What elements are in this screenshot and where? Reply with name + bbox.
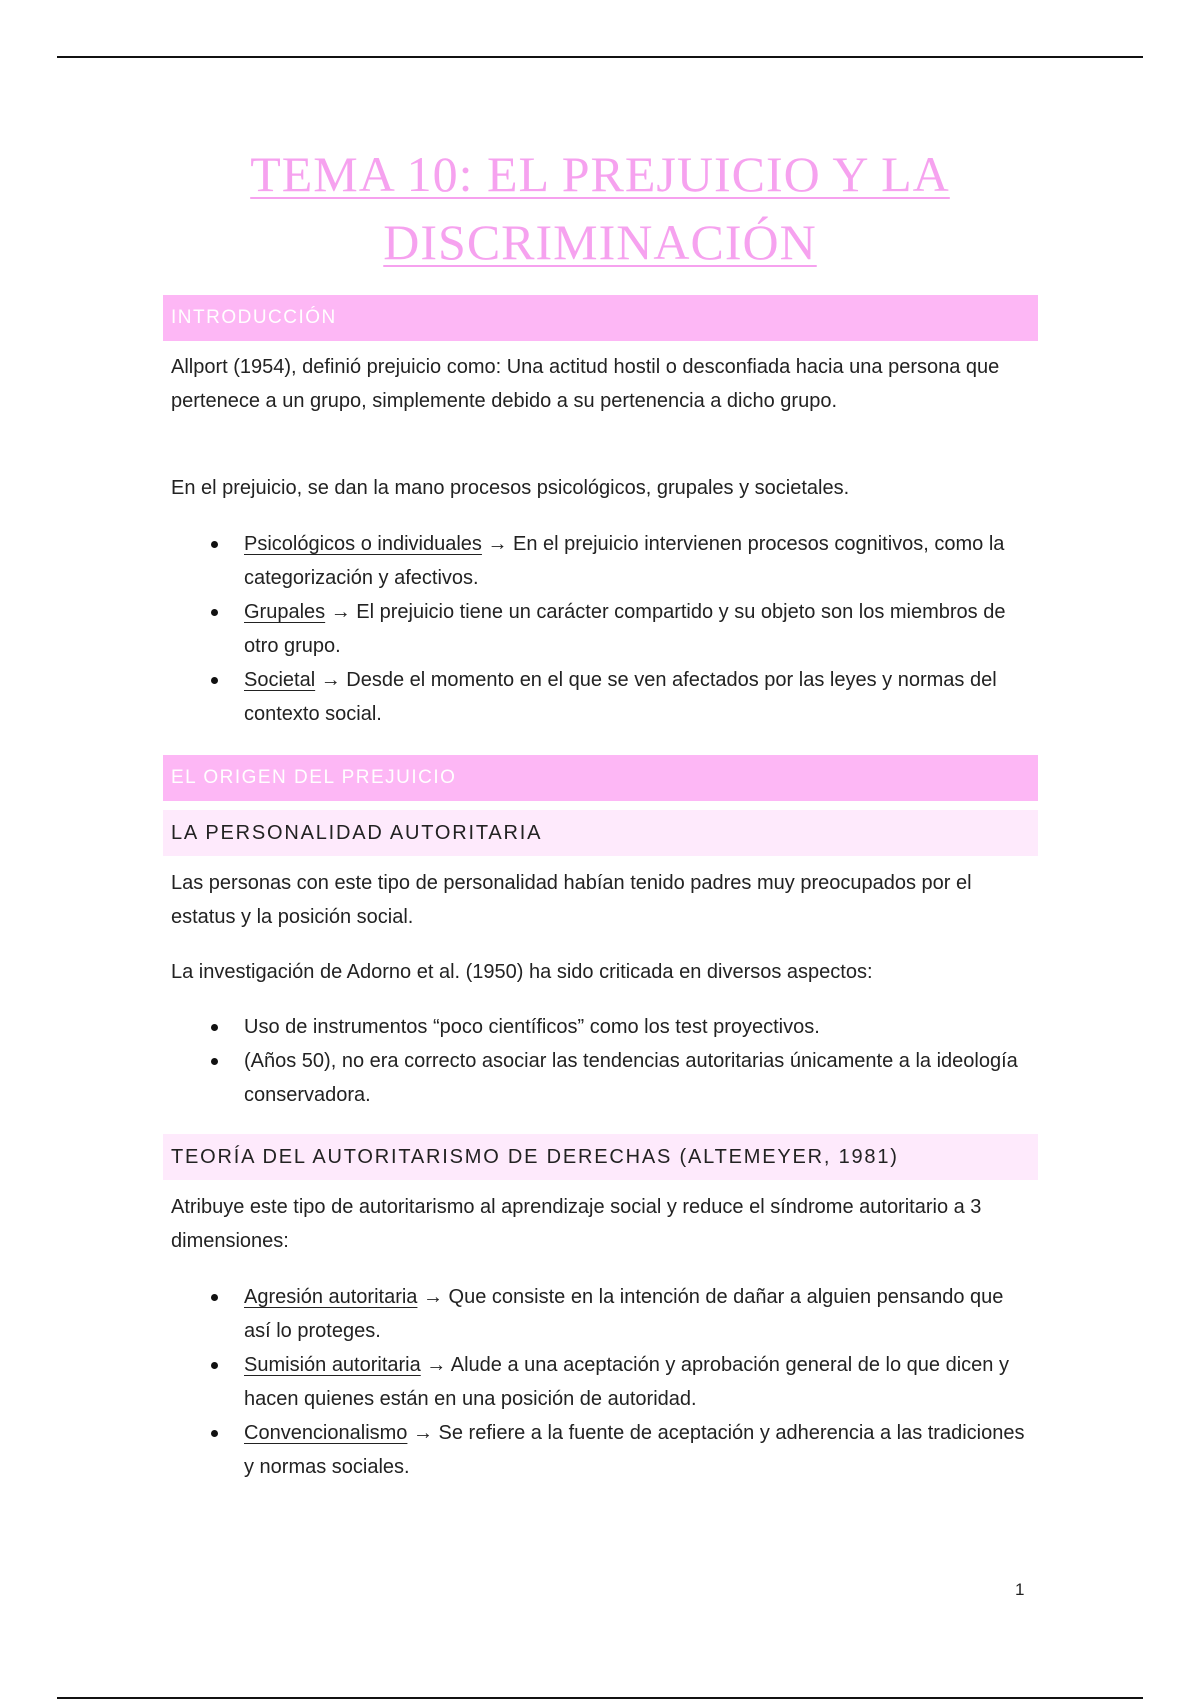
page-title [0,140,1200,276]
list-item [171,1280,1031,1348]
list-item-text: → En el prejuicio intervienen procesos cognitivos, como la categorización y afectivos. [244,533,1005,589]
list-item-text: → Se refiere a la fuente de aceptación y adherencia a las tradiciones y normas sociales. [244,1422,1025,1478]
bullet-icon [211,677,218,684]
bullet-icon [211,1024,218,1031]
subsection-heading-rwa-theory: TEORÍA DEL AUTORITARISMO DE DERECHAS (ALTEMEYER, 1981) [163,1134,1038,1180]
list-item-text: → Alude a una aceptación y aprobación general de lo que dicen y hacen quienes están en una posición de autoridad. [244,1354,1009,1410]
list-item-text: → Que consiste en la intención de dañar a alguien pensando que así lo proteges. [244,1286,1004,1342]
bullet-icon [211,1362,218,1369]
rwa-paragraph-dimensions: Atribuye este tipo de autoritarismo al aprendizaje social y reduce el síndrome autoritario a 3 dimensiones: [171,1196,982,1252]
personality-bullet-list [171,1010,1031,1112]
list-item-text: → El prejuicio tiene un carácter compartido y su objeto son los miembros de otro grupo. [244,601,1006,657]
footer-rule [57,1697,1143,1699]
list-item-term: Convencionalismo [244,1422,408,1444]
list-item [171,1044,1031,1112]
list-item-text: → Desde el momento en el que se ven afectados por las leyes y normas del contexto social. [244,669,997,725]
intro-bullet-list [171,527,1031,731]
bullet-icon [211,1058,218,1065]
personality-paragraph-parents: Las personas con este tipo de personalidad habían tenido padres muy preocupados por el estatus y la posición social. [171,872,972,928]
rwa-bullet-list [171,1280,1031,1484]
list-item [171,1010,1031,1044]
list-item-text: Uso de instrumentos “poco científicos” como los test proyectivos. [244,1016,820,1038]
page-number: 1 [1015,1580,1025,1599]
subsection-heading-authoritarian-personality: LA PERSONALIDAD AUTORITARIA [163,810,1038,856]
personality-paragraph-adorno: La investigación de Adorno et al. (1950) ha sido criticada en diversos aspectos: [171,961,873,983]
list-item-term: Societal [244,669,316,691]
bullet-icon [211,1294,218,1301]
bullet-icon [211,1430,218,1437]
page-title-line-2: DISCRIMINACIÓN [383,214,817,270]
header-rule [57,56,1143,58]
list-item-term: Agresión autoritaria [244,1286,418,1308]
list-item [171,1348,1031,1416]
list-item [171,527,1031,595]
intro-paragraph-processes: En el prejuicio, se dan la mano procesos psicológicos, grupales y societales. [171,477,850,499]
list-item-term: Grupales [244,601,326,623]
bullet-icon [211,541,218,548]
bullet-icon [211,609,218,616]
list-item-term: Psicológicos o individuales [244,533,482,555]
list-item-term: Sumisión autoritaria [244,1354,421,1376]
list-item-text: (Años 50), no era correcto asociar las tendencias autoritarias únicamente a la ideología conservadora. [244,1050,1018,1106]
page-title-line-1: TEMA 10: EL PREJUICIO Y LA [250,146,950,202]
list-item [171,595,1031,663]
list-item [171,1416,1031,1484]
intro-paragraph-definition: Allport (1954), definió prejuicio como: Una actitud hostil o desconfiada hacia una persona que pertenece a un grupo, simplemente debido a su pertenencia a dicho grupo. [171,356,1000,412]
list-item [171,663,1031,731]
section-heading-origin: EL ORIGEN DEL PREJUICIO [163,755,1038,801]
section-heading-intro: INTRODUCCIÓN [163,295,1038,341]
